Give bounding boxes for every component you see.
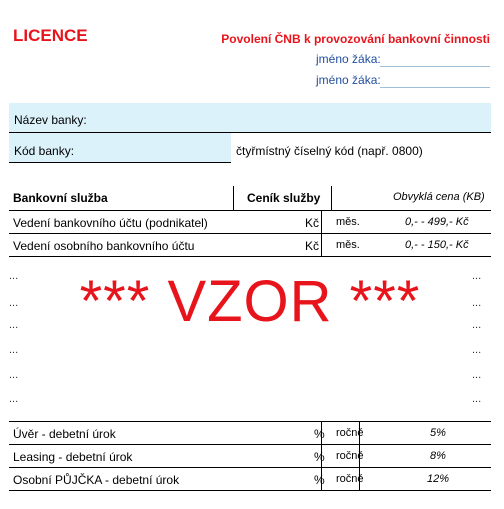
col-price-header: Ceník služby — [247, 191, 321, 205]
price-period: ročně — [336, 473, 364, 485]
permit-caption: Povolení ČNB k provozování bankovní činnosti — [221, 32, 490, 46]
ellipsis-right: ... — [472, 270, 482, 282]
price-unit: Kč — [305, 216, 320, 230]
rate-input-border — [321, 421, 322, 490]
table-row — [9, 422, 491, 444]
ellipsis-left: ... — [9, 393, 19, 405]
price-unit: % — [314, 450, 325, 464]
table-row — [9, 234, 491, 256]
ellipsis-left: ... — [9, 369, 19, 381]
table-row — [9, 468, 491, 490]
usual-rate: 5% — [430, 427, 446, 439]
usual-rate: 12% — [427, 473, 450, 485]
bank-name-label: Název banky: — [14, 113, 87, 127]
service-label: Úvěr - debetní úrok — [13, 427, 116, 441]
student-name-label-1: jméno žáka: — [316, 52, 381, 66]
service-label: Osobní PŮJČKA - debetní úrok — [13, 473, 180, 487]
ellipsis-right: ... — [472, 297, 482, 309]
ellipsis-right: ... — [472, 369, 482, 381]
price-period: ročně — [336, 427, 364, 439]
ellipsis-right: ... — [472, 393, 482, 405]
ellipsis-right: ... — [472, 319, 482, 331]
header-divider-2 — [331, 186, 332, 210]
service-label: Vedení osobního bankovního účtu — [13, 239, 195, 253]
usual-price: 0,- - 150,- Kč — [405, 239, 469, 251]
row-rule — [9, 256, 491, 257]
ellipsis-left: ... — [9, 319, 19, 331]
price-unit: % — [314, 427, 325, 441]
col-usual-header: Obvyklá cena (KB) — [393, 191, 485, 203]
price-unit: Kč — [305, 239, 320, 253]
col-service-header: Bankovní služba — [13, 191, 108, 205]
header-divider-1 — [233, 186, 234, 210]
license-title: LICENCE — [13, 26, 88, 45]
student-name-line-1[interactable] — [380, 66, 490, 67]
ellipsis-left: ... — [9, 344, 19, 356]
table-header-row — [9, 186, 491, 208]
price-period: měs. — [336, 239, 360, 251]
period-divider — [359, 421, 360, 490]
bank-code-label: Kód banky: — [14, 144, 75, 158]
service-label: Leasing - debetní úrok — [13, 450, 133, 464]
ellipsis-left: ... — [9, 297, 19, 309]
table-row — [9, 211, 491, 233]
sample-watermark: *** VZOR *** — [79, 269, 421, 334]
bank-code-hint: čtyřmístný číselný kód (např. 0800) — [236, 144, 423, 158]
service-label: Vedení bankovního účtu (podnikatel) — [13, 216, 208, 230]
usual-price: 0,- - 499,- Kč — [405, 216, 469, 228]
bank-code-line[interactable] — [9, 162, 231, 163]
usual-rate: 8% — [430, 450, 446, 462]
student-name-line-2[interactable] — [380, 87, 490, 88]
price-period: ročně — [336, 450, 364, 462]
price-period: měs. — [336, 216, 360, 228]
student-name-label-2: jméno žáka: — [316, 73, 381, 87]
price-unit: % — [314, 473, 325, 487]
row-rule — [9, 490, 491, 491]
ellipsis-right: ... — [472, 344, 482, 356]
ellipsis-left: ... — [9, 270, 19, 282]
table-row — [9, 445, 491, 467]
